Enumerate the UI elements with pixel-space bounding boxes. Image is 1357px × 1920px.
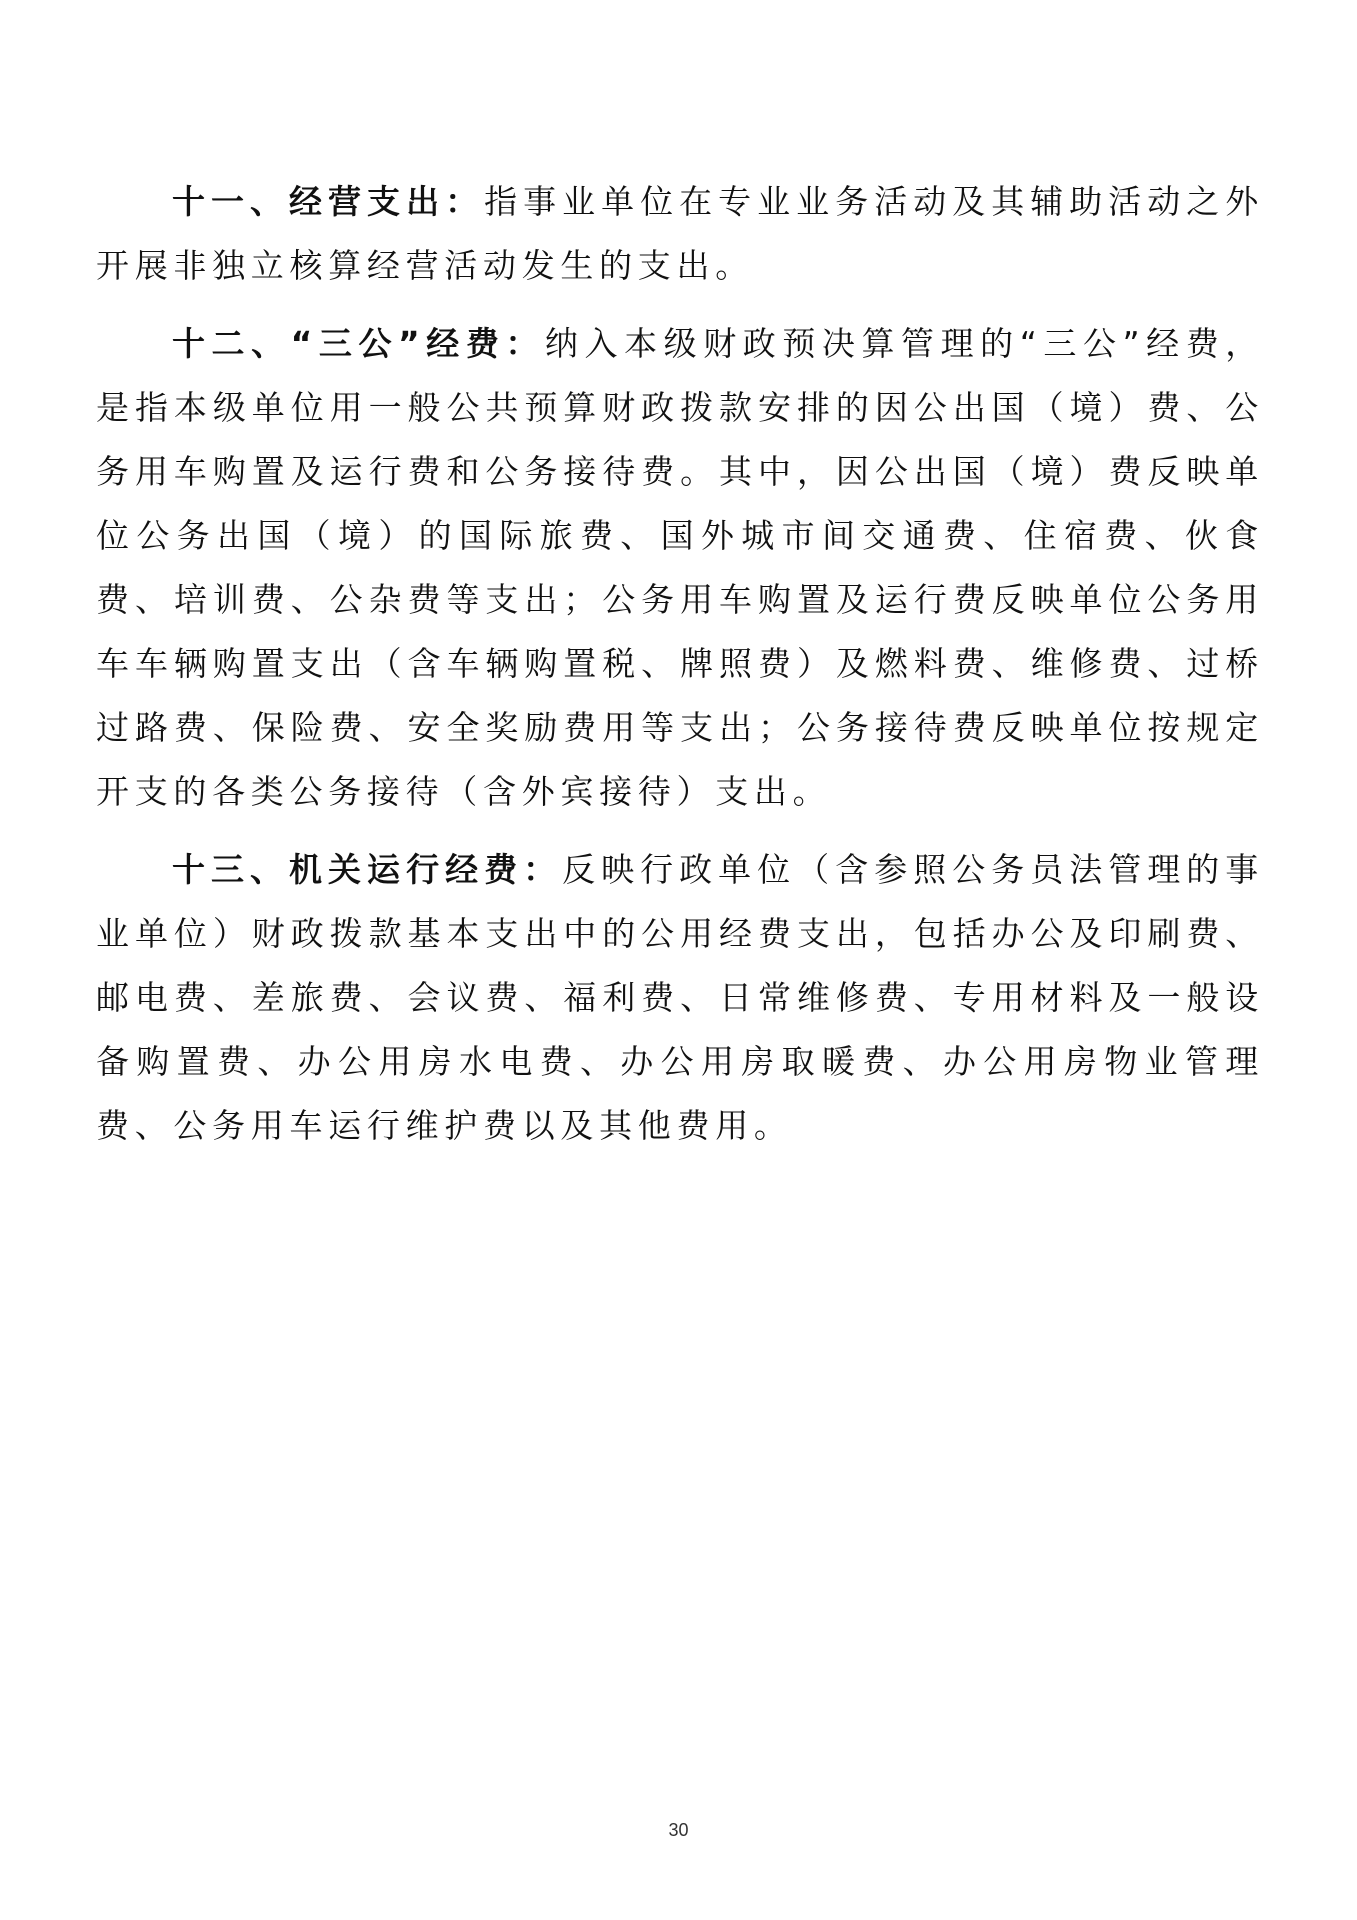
section-13-heading: 十三、机关运行经费：: [172, 850, 563, 889]
section-13-text: 反映行政单位（含参照公务员法管理的事业单位）财政拨款基本支出中的公用经费支出，包括办公及印刷费、邮电费、差旅费、会议费、福利费、日常维修费、专用材料及一般设备购置费、办公用房水电费、办公用房取暖费、办公用房物业管理费、公务用车运行维护费以及其他费用。: [96, 850, 1264, 1145]
section-12-text: 纳入本级财政预决算管理的“三公”经费，是指本级单位用一般公共预算财政拨款安排的因公出国（境）费、公务用车购置及运行费和公务接待费。其中，因公出国（境）费反映单位公务出国（境）的国际旅费、国外城市间交通费、住宿费、伙食费、培训费、公杂费等支出；公务用车购置及运行费反映单位公务用车车辆购置支出（含车辆购置税、牌照费）及燃料费、维修费、过桥过路费、保险费、安全奖励费用等支出；公务接待费反映单位按规定开支的各类公务接待（含外宾接待）支出。: [96, 324, 1264, 811]
section-12-heading: 十二、“三公”经费：: [172, 324, 545, 363]
section-11-heading: 十一、经营支出：: [172, 182, 485, 221]
section-11-paragraph: [96, 170, 1264, 298]
section-11-text: 指事业单位在专业业务活动及其辅助活动之外开展非独立核算经营活动发生的支出。: [96, 182, 1264, 285]
section-12-paragraph: [96, 312, 1264, 824]
document-body: [96, 170, 1264, 1172]
section-13-paragraph: [96, 838, 1264, 1158]
page-number: 30: [668, 1820, 689, 1840]
